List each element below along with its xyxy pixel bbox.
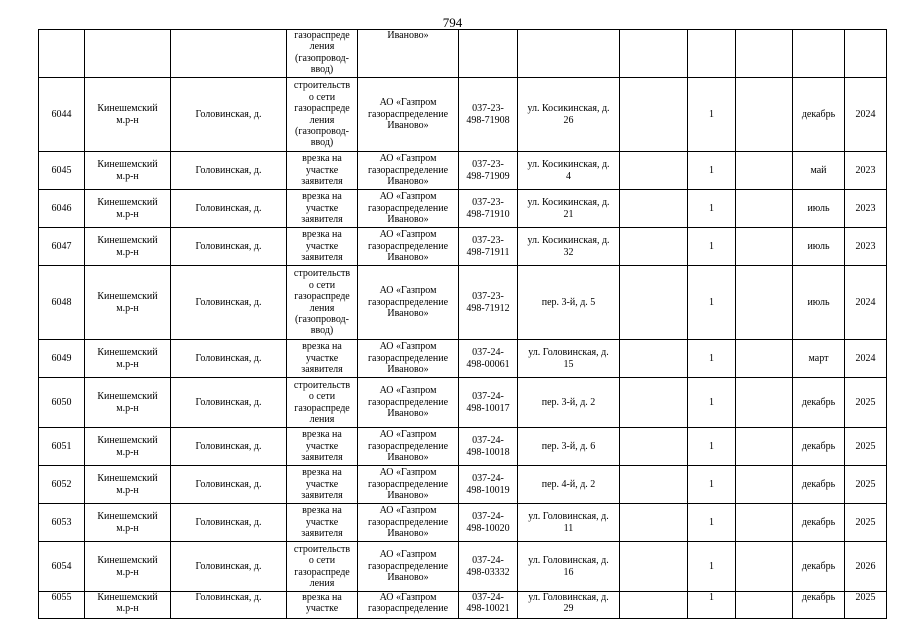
- application-number-cell: [459, 30, 518, 78]
- address-cell: ул. Косикинская, д. 21: [518, 190, 620, 228]
- application-number-cell: 037-23- 498-71912: [459, 266, 518, 340]
- quantity-cell: 1: [688, 78, 736, 152]
- month-cell: декабрь: [793, 378, 845, 428]
- empty-cell: [620, 78, 688, 152]
- month-cell: декабрь: [793, 466, 845, 504]
- row-number-cell: [39, 30, 85, 78]
- month-cell: декабрь: [793, 78, 845, 152]
- empty-cell-2: [736, 228, 793, 266]
- address-cell: пер. 4-й, д. 2: [518, 466, 620, 504]
- application-number-cell: 037-23- 498-71910: [459, 190, 518, 228]
- address-cell: пер. 3-й, д. 5: [518, 266, 620, 340]
- district-cell: Кинешемский м.р-н: [85, 504, 171, 542]
- row-number-cell: 6052: [39, 466, 85, 504]
- address-cell: ул. Головинская, д. 16: [518, 542, 620, 592]
- work-type-cell: строительств о сети газораспреде ления (газопровод- ввод): [287, 78, 358, 152]
- work-type-cell: строительств о сети газораспреде ления: [287, 378, 358, 428]
- month-cell: июль: [793, 190, 845, 228]
- settlement-cell: Головинская, д.: [171, 542, 287, 592]
- year-cell: 2025: [845, 504, 887, 542]
- organization-cell: Иваново»: [358, 30, 459, 78]
- year-cell: 2026: [845, 542, 887, 592]
- row-number-cell: 6046: [39, 190, 85, 228]
- district-cell: Кинешемский м.р-н: [85, 152, 171, 190]
- quantity-cell: 1: [688, 190, 736, 228]
- empty-cell: [620, 466, 688, 504]
- empty-cell: [620, 340, 688, 378]
- table-row: [39, 266, 887, 340]
- quantity-cell: 1: [688, 466, 736, 504]
- work-type-cell: врезка на участке: [287, 592, 358, 619]
- month-cell: март: [793, 340, 845, 378]
- address-cell: ул. Косикинская, д. 4: [518, 152, 620, 190]
- year-cell: 2025: [845, 592, 887, 619]
- settlement-cell: Головинская, д.: [171, 592, 287, 619]
- empty-cell-2: [736, 504, 793, 542]
- settlement-cell: Головинская, д.: [171, 504, 287, 542]
- settlement-cell: Головинская, д.: [171, 190, 287, 228]
- empty-cell: [620, 266, 688, 340]
- empty-cell: [620, 592, 688, 619]
- quantity-cell: 1: [688, 378, 736, 428]
- settlement-cell: Головинская, д.: [171, 428, 287, 466]
- quantity-cell: 1: [688, 340, 736, 378]
- table-row: [39, 152, 887, 190]
- table-row: [39, 504, 887, 542]
- empty-cell-2: [736, 30, 793, 78]
- application-number-cell: 037-24- 498-10017: [459, 378, 518, 428]
- quantity-cell: 1: [688, 266, 736, 340]
- settlement-cell: Головинская, д.: [171, 78, 287, 152]
- month-cell: декабрь: [793, 504, 845, 542]
- gas-connection-table: [38, 29, 887, 619]
- application-number-cell: 037-24- 498-10020: [459, 504, 518, 542]
- empty-cell-2: [736, 592, 793, 619]
- work-type-cell: врезка на участке заявителя: [287, 190, 358, 228]
- quantity-cell: 1: [688, 152, 736, 190]
- quantity-cell: 1: [688, 542, 736, 592]
- year-cell: [845, 30, 887, 78]
- application-number-cell: 037-24- 498-03332: [459, 542, 518, 592]
- district-cell: Кинешемский м.р-н: [85, 428, 171, 466]
- row-number-cell: 6049: [39, 340, 85, 378]
- year-cell: 2024: [845, 266, 887, 340]
- address-cell: ул. Головинская, д. 11: [518, 504, 620, 542]
- settlement-cell: Головинская, д.: [171, 340, 287, 378]
- application-number-cell: 037-24- 498-10018: [459, 428, 518, 466]
- organization-cell: АО «Газпром газораспределение Иваново»: [358, 378, 459, 428]
- empty-cell: [620, 378, 688, 428]
- address-cell: ул. Косикинская, д. 26: [518, 78, 620, 152]
- empty-cell: [620, 152, 688, 190]
- quantity-cell: [688, 30, 736, 78]
- work-type-cell: врезка на участке заявителя: [287, 152, 358, 190]
- quantity-cell: 1: [688, 428, 736, 466]
- page-number: 794: [442, 15, 463, 30]
- organization-cell: АО «Газпром газораспределение Иваново»: [358, 266, 459, 340]
- application-number-cell: 037-23- 498-71909: [459, 152, 518, 190]
- empty-cell-2: [736, 340, 793, 378]
- empty-cell: [620, 542, 688, 592]
- organization-cell: АО «Газпром газораспределение Иваново»: [358, 152, 459, 190]
- organization-cell: АО «Газпром газораспределение Иваново»: [358, 504, 459, 542]
- year-cell: 2025: [845, 466, 887, 504]
- empty-cell: [620, 504, 688, 542]
- district-cell: Кинешемский м.р-н: [85, 340, 171, 378]
- address-cell: пер. 3-й, д. 2: [518, 378, 620, 428]
- table-row: [39, 592, 887, 619]
- settlement-cell: Головинская, д.: [171, 266, 287, 340]
- row-number-cell: 6055: [39, 592, 85, 619]
- district-cell: Кинешемский м.р-н: [85, 466, 171, 504]
- month-cell: май: [793, 152, 845, 190]
- work-type-cell: врезка на участке заявителя: [287, 504, 358, 542]
- district-cell: Кинешемский м.р-н: [85, 190, 171, 228]
- application-number-cell: 037-23- 498-71911: [459, 228, 518, 266]
- month-cell: [793, 30, 845, 78]
- empty-cell-2: [736, 542, 793, 592]
- empty-cell-2: [736, 378, 793, 428]
- work-type-cell: врезка на участке заявителя: [287, 466, 358, 504]
- settlement-cell: Головинская, д.: [171, 378, 287, 428]
- year-cell: 2023: [845, 152, 887, 190]
- address-cell: [518, 30, 620, 78]
- month-cell: декабрь: [793, 592, 845, 619]
- district-cell: Кинешемский м.р-н: [85, 266, 171, 340]
- table-row: [39, 190, 887, 228]
- row-number-cell: 6054: [39, 542, 85, 592]
- organization-cell: АО «Газпром газораспределение Иваново»: [358, 466, 459, 504]
- row-number-cell: 6044: [39, 78, 85, 152]
- district-cell: [85, 30, 171, 78]
- year-cell: 2023: [845, 228, 887, 266]
- year-cell: 2025: [845, 378, 887, 428]
- empty-cell-2: [736, 266, 793, 340]
- month-cell: декабрь: [793, 542, 845, 592]
- table-row: [39, 228, 887, 266]
- application-number-cell: 037-24- 498-10019: [459, 466, 518, 504]
- quantity-cell: 1: [688, 228, 736, 266]
- district-cell: Кинешемский м.р-н: [85, 228, 171, 266]
- work-type-cell: газораспреде ления (газопровод- ввод): [287, 30, 358, 78]
- work-type-cell: строительств о сети газораспреде ления: [287, 542, 358, 592]
- row-number-cell: 6047: [39, 228, 85, 266]
- work-type-cell: строительств о сети газораспреде ления (газопровод- ввод): [287, 266, 358, 340]
- application-number-cell: 037-23- 498-71908: [459, 78, 518, 152]
- work-type-cell: врезка на участке заявителя: [287, 340, 358, 378]
- table-row: [39, 340, 887, 378]
- empty-cell-2: [736, 466, 793, 504]
- organization-cell: АО «Газпром газораспределение Иваново»: [358, 340, 459, 378]
- table-row: [39, 78, 887, 152]
- organization-cell: АО «Газпром газораспределение Иваново»: [358, 542, 459, 592]
- organization-cell: АО «Газпром газораспределение Иваново»: [358, 190, 459, 228]
- empty-cell: [620, 228, 688, 266]
- year-cell: 2025: [845, 428, 887, 466]
- address-cell: ул. Головинская, д. 15: [518, 340, 620, 378]
- organization-cell: АО «Газпром газораспределение Иваново»: [358, 228, 459, 266]
- empty-cell: [620, 190, 688, 228]
- row-number-cell: 6053: [39, 504, 85, 542]
- row-number-cell: 6045: [39, 152, 85, 190]
- settlement-cell: Головинская, д.: [171, 152, 287, 190]
- work-type-cell: врезка на участке заявителя: [287, 428, 358, 466]
- table-row: [39, 542, 887, 592]
- address-cell: пер. 3-й, д. 6: [518, 428, 620, 466]
- district-cell: Кинешемский м.р-н: [85, 542, 171, 592]
- year-cell: 2023: [845, 190, 887, 228]
- month-cell: июль: [793, 228, 845, 266]
- empty-cell: [620, 30, 688, 78]
- work-type-cell: врезка на участке заявителя: [287, 228, 358, 266]
- empty-cell-2: [736, 152, 793, 190]
- row-number-cell: 6050: [39, 378, 85, 428]
- empty-cell-2: [736, 428, 793, 466]
- district-cell: Кинешемский м.р-н: [85, 78, 171, 152]
- organization-cell: АО «Газпром газораспределение Иваново»: [358, 78, 459, 152]
- empty-cell-2: [736, 78, 793, 152]
- quantity-cell: 1: [688, 504, 736, 542]
- address-cell: ул. Косикинская, д. 32: [518, 228, 620, 266]
- month-cell: декабрь: [793, 428, 845, 466]
- application-number-cell: 037-24- 498-10021: [459, 592, 518, 619]
- organization-cell: АО «Газпром газораспределение Иваново»: [358, 428, 459, 466]
- quantity-cell: 1: [688, 592, 736, 619]
- settlement-cell: Головинская, д.: [171, 228, 287, 266]
- row-number-cell: 6048: [39, 266, 85, 340]
- empty-cell-2: [736, 190, 793, 228]
- table-row-continued: [39, 30, 887, 78]
- empty-cell: [620, 428, 688, 466]
- settlement-cell: Головинская, д.: [171, 466, 287, 504]
- row-number-cell: 6051: [39, 428, 85, 466]
- month-cell: июль: [793, 266, 845, 340]
- year-cell: 2024: [845, 340, 887, 378]
- application-number-cell: 037-24- 498-00061: [459, 340, 518, 378]
- table-row: [39, 428, 887, 466]
- district-cell: Кинешемский м.р-н: [85, 378, 171, 428]
- year-cell: 2024: [845, 78, 887, 152]
- address-cell: ул. Головинская, д. 29: [518, 592, 620, 619]
- table-row: [39, 466, 887, 504]
- district-cell: Кинешемский м.р-н: [85, 592, 171, 619]
- settlement-cell: [171, 30, 287, 78]
- organization-cell: АО «Газпром газораспределение: [358, 592, 459, 619]
- table-row: [39, 378, 887, 428]
